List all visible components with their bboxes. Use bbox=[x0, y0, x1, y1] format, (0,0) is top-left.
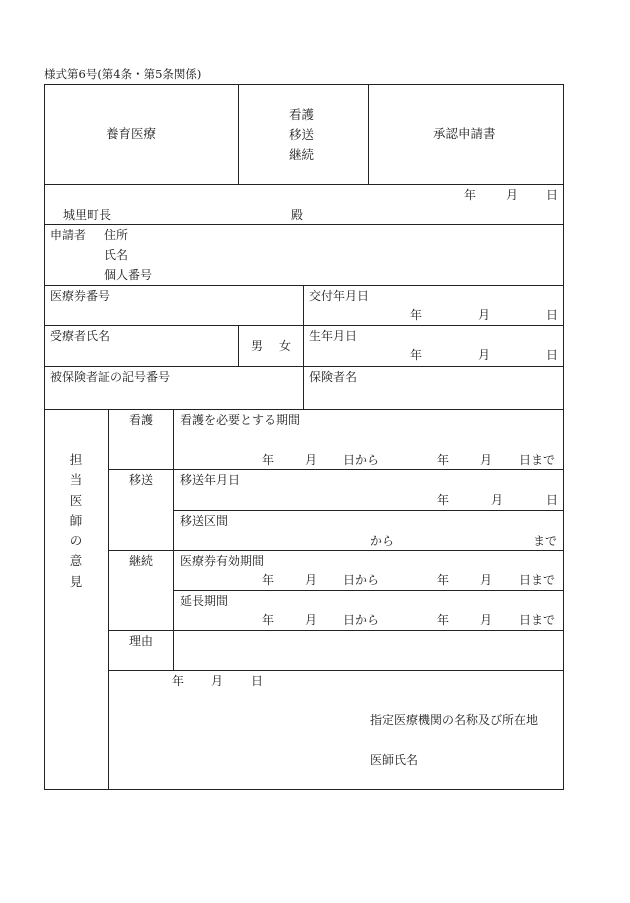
border-right bbox=[563, 84, 564, 789]
ticket-number-label: 医療券番号 bbox=[50, 289, 111, 303]
validity-to-month: 月 bbox=[480, 573, 493, 587]
institution-label: 指定医療機関の名称及び所在地 bbox=[370, 713, 539, 727]
line-after-reason bbox=[108, 670, 564, 671]
opinion-side-divider bbox=[108, 409, 109, 789]
addressee-name: 城里町長 bbox=[63, 208, 112, 222]
title-divider-2 bbox=[368, 84, 369, 184]
transport-year: 年 bbox=[437, 493, 450, 507]
title-middle-3: 継続 bbox=[289, 147, 315, 162]
applicant-address-label: 住所 bbox=[104, 228, 129, 242]
date-month: 月 bbox=[506, 188, 519, 202]
extension-to-year: 年 bbox=[437, 613, 450, 627]
patient-name-label: 受療者氏名 bbox=[50, 329, 111, 343]
transport-day: 日 bbox=[546, 493, 559, 507]
extension-label: 延長期間 bbox=[180, 594, 229, 608]
extension-from-day: 日から bbox=[343, 613, 380, 627]
line-continuation-mid bbox=[173, 590, 564, 591]
issue-date-label: 交付年月日 bbox=[309, 289, 370, 303]
validity-label: 医療券有効期間 bbox=[180, 554, 265, 568]
applicant-id-label: 個人番号 bbox=[104, 268, 153, 282]
issue-month: 月 bbox=[478, 308, 491, 322]
birth-month: 月 bbox=[478, 348, 491, 362]
extension-from-month: 月 bbox=[305, 613, 318, 627]
line-transport-mid bbox=[173, 510, 564, 511]
title-right: 承認申請書 bbox=[433, 126, 496, 141]
line-after-title bbox=[44, 184, 564, 185]
line-after-insurance bbox=[44, 409, 564, 410]
transport-section-to: まで bbox=[533, 534, 558, 548]
extension-to-month: 月 bbox=[480, 613, 493, 627]
date-year: 年 bbox=[464, 188, 477, 202]
title-left: 養育医療 bbox=[106, 126, 157, 141]
title-divider-1 bbox=[238, 84, 239, 184]
mid-divider bbox=[303, 285, 304, 409]
birth-day: 日 bbox=[546, 348, 559, 362]
sex-female: 女 bbox=[279, 339, 292, 353]
sex-male: 男 bbox=[251, 339, 264, 353]
applicant-label: 申請者 bbox=[50, 228, 87, 242]
validity-from-month: 月 bbox=[305, 573, 318, 587]
issue-year: 年 bbox=[410, 308, 423, 322]
issue-day: 日 bbox=[546, 308, 559, 322]
transport-date-label: 移送年月日 bbox=[180, 473, 241, 487]
doctor-opinion-side-label: 担 当 医 師 の 意 見 bbox=[69, 452, 83, 589]
line-after-ticket bbox=[44, 325, 564, 326]
line-after-nursing bbox=[108, 469, 564, 470]
patient-divider bbox=[238, 325, 239, 366]
birth-date-label: 生年月日 bbox=[309, 329, 358, 343]
validity-to-day: 日まで bbox=[519, 573, 556, 587]
line-after-addressee bbox=[44, 224, 564, 225]
validity-from-day: 日から bbox=[343, 573, 380, 587]
nursing-from-day: 日から bbox=[343, 453, 380, 467]
reason-label: 理由 bbox=[129, 634, 154, 648]
signature-day: 日 bbox=[251, 674, 264, 688]
signature-month: 月 bbox=[211, 674, 224, 688]
transport-section-from: から bbox=[370, 534, 395, 548]
extension-to-day: 日まで bbox=[519, 613, 556, 627]
doctor-name-label: 医師氏名 bbox=[370, 753, 419, 767]
insurance-cert-label: 被保険者証の記号番号 bbox=[50, 370, 171, 384]
insurer-label: 保険者名 bbox=[309, 370, 358, 384]
extension-from-year: 年 bbox=[262, 613, 275, 627]
transport-section-label: 移送区間 bbox=[180, 514, 229, 528]
addressee-honorific: 殿 bbox=[291, 208, 304, 222]
validity-from-year: 年 bbox=[262, 573, 275, 587]
border-top bbox=[44, 84, 564, 85]
validity-to-year: 年 bbox=[437, 573, 450, 587]
applicant-name-label: 氏名 bbox=[104, 248, 129, 262]
nursing-to-year: 年 bbox=[437, 453, 450, 467]
nursing-from-year: 年 bbox=[262, 453, 275, 467]
line-after-patient bbox=[44, 366, 564, 367]
border-left bbox=[44, 84, 45, 789]
nursing-from-month: 月 bbox=[305, 453, 318, 467]
nursing-to-month: 月 bbox=[480, 453, 493, 467]
title-middle-2: 移送 bbox=[289, 127, 315, 142]
transport-label: 移送 bbox=[129, 473, 154, 487]
signature-year: 年 bbox=[172, 674, 185, 688]
date-day: 日 bbox=[546, 188, 559, 202]
border-bottom bbox=[44, 789, 564, 790]
line-after-continuation bbox=[108, 630, 564, 631]
line-after-applicant bbox=[44, 285, 564, 286]
line-after-transport bbox=[108, 550, 564, 551]
transport-month: 月 bbox=[491, 493, 504, 507]
birth-year: 年 bbox=[410, 348, 423, 362]
form-number: 様式第6号(第4条・第5条関係) bbox=[44, 67, 202, 81]
nursing-period-label: 看護を必要とする期間 bbox=[180, 413, 301, 427]
nursing-label: 看護 bbox=[129, 413, 154, 427]
continuation-label: 継続 bbox=[129, 554, 154, 568]
nursing-to-day: 日まで bbox=[519, 453, 556, 467]
title-middle-1: 看護 bbox=[289, 107, 315, 122]
